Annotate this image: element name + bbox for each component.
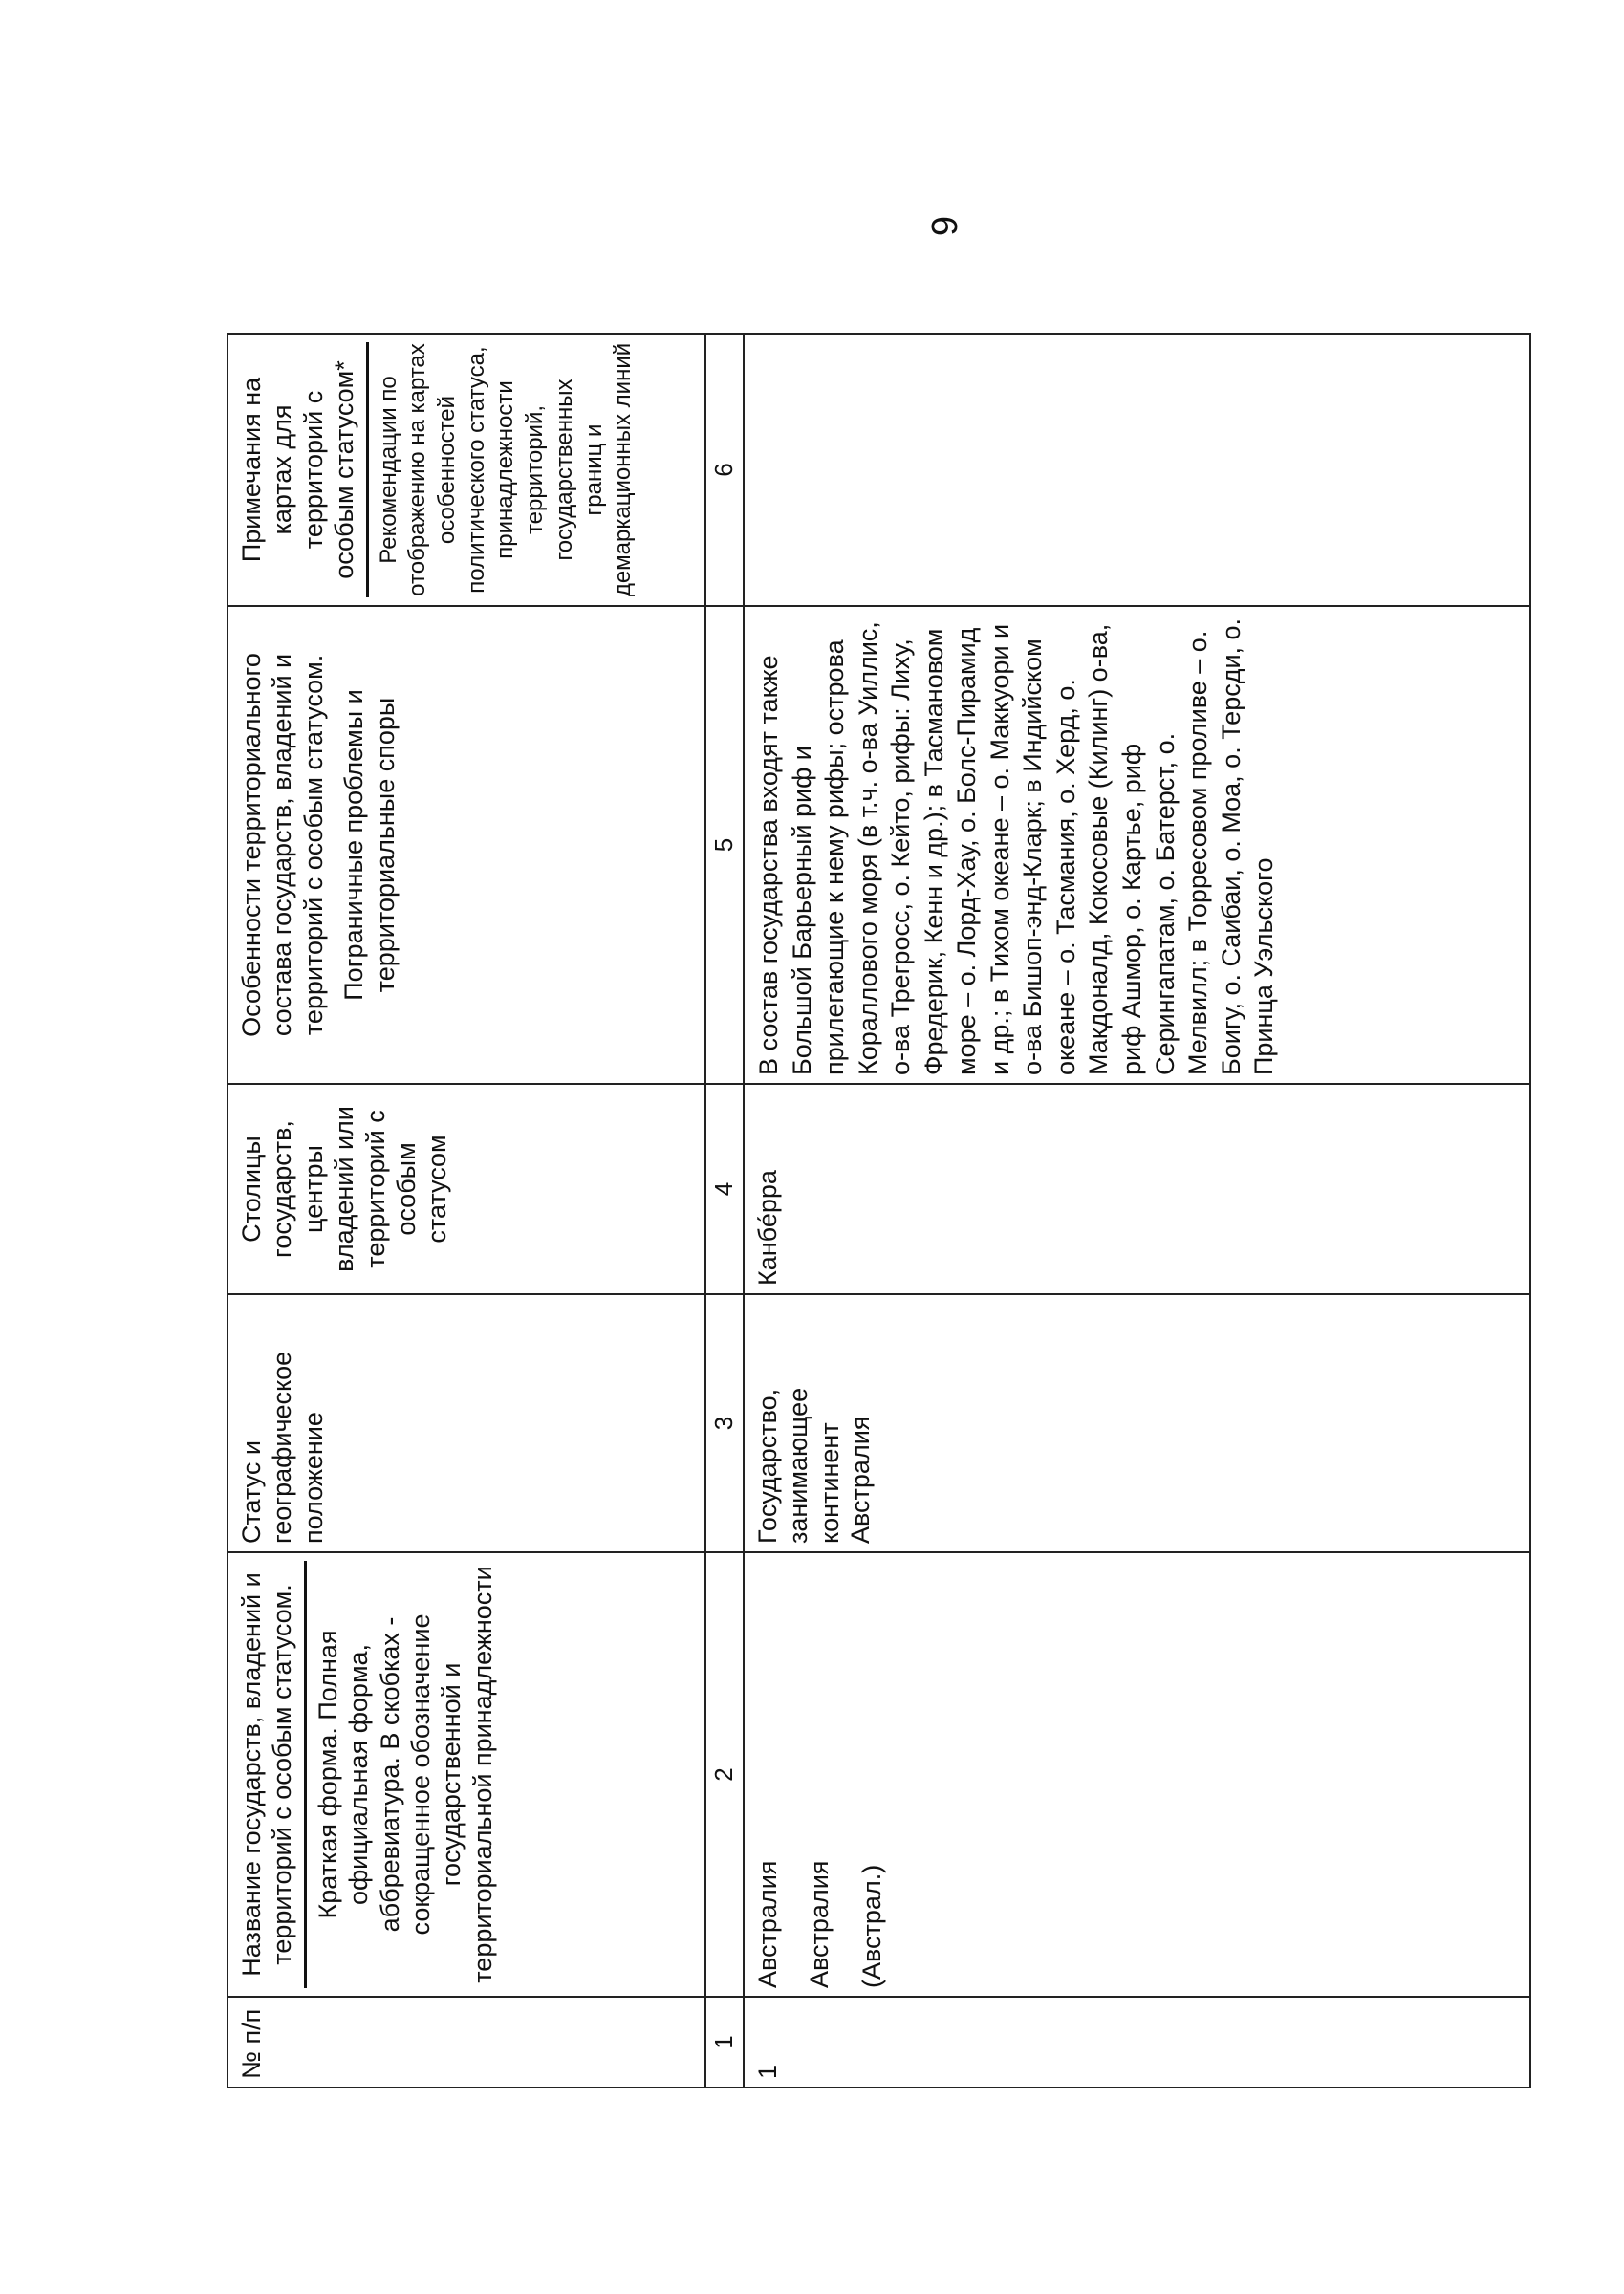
header-notes-bottom: Рекомендации по отображению на картах особенностей политического статуса, принадлежности территорий, государственных границ и демаркационных линий: [375, 342, 637, 597]
column-number-row: [705, 334, 744, 2088]
header-name-top: Название государств, владений и территорий с особым статусом.: [237, 1572, 297, 1977]
header-capital: Столицы государств, центры владений или территорий с особым статусом: [227, 1084, 705, 1294]
column-number: 5: [705, 606, 744, 1084]
row-name-full: Австралия: [805, 1860, 834, 1988]
column-number: 6: [705, 334, 744, 606]
header-features-top: Особенности территориального состава государств, владений и территорий с особым статусом.: [237, 653, 328, 1037]
column-number: 4: [705, 1084, 744, 1294]
header-notes: [227, 334, 705, 606]
header-notes-divider: [366, 342, 369, 597]
header-status: Статус и географическое положение: [227, 1294, 705, 1552]
row-features: В состав государства входят также Большой Барьерный риф и прилегающие к нему рифы; острова Кораллового моря (в т.ч. о-ва Уиллис, о-ва Трегросс, о. Кейто, рифы: Лиху, Фредерик, Кенн и др.); в Тасмановом море – о. Лорд-Хау, о. Болс-Пирамид и др.; в Тихом океане – о. Маккуори и о-ва Бишоп-энд-Кларк; в Индийском океане – о. Тасмания, о. Херд, о. Макдоналд, Кокосовые (Килинг) о-ва, риф Ашмор, о. Картье, риф Серингапатам, о. Батерст, о. Мелвилл; в Торресовом проливе – о. Боигу, о. Саибаи, о. Моа, о. Терсди, о. Принца Уэльского: [744, 606, 1530, 1084]
table-row: [744, 334, 1530, 2088]
header-features: [227, 606, 705, 1084]
row-name-abbr: (Австрал.): [856, 1864, 886, 1988]
rotated-table-wrapper: [227, 335, 1531, 2088]
header-notes-top: Примечания на картах для территорий с особым статусом*: [237, 360, 359, 579]
header-num: № п/п: [227, 1997, 705, 2088]
header-row: [227, 334, 705, 2088]
row-capital: Канбе́рра: [744, 1084, 1530, 1294]
row-notes: [744, 334, 1530, 606]
row-status: Государство, занимающее континент Австралия: [744, 1294, 1530, 1552]
header-features-bottom: Пограничные проблемы и территориальные споры: [339, 689, 400, 1001]
territories-table: [227, 333, 1531, 2088]
column-number: 1: [705, 1997, 744, 2088]
header-name-divider: [304, 1561, 307, 1988]
row-name-short: Австралия: [753, 1860, 782, 1988]
row-name: [744, 1552, 1530, 1997]
header-name-bottom: Краткая форма. Полная официальная форма, аббревиатура. В скобках - сокращенное обозначение государственной и территориальной принадлежности: [313, 1566, 497, 1983]
page-number: 6: [923, 215, 964, 237]
column-number: 3: [705, 1294, 744, 1552]
column-number: 2: [705, 1552, 744, 1997]
row-num: 1: [744, 1997, 1530, 2088]
header-name: [227, 1552, 705, 1997]
